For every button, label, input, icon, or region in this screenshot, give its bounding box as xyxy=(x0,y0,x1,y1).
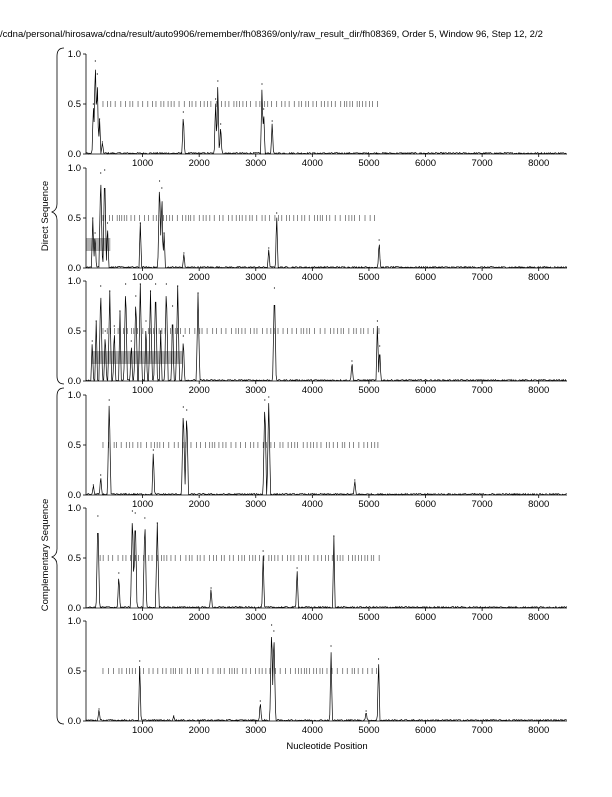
x-tick-label: 6000 xyxy=(414,272,437,283)
dash-marks xyxy=(103,101,378,107)
peak-point xyxy=(379,239,380,240)
figure-title: /cdna/personal/hirosawa/cdna/result/auto9906/remember/fh08369/only/raw_result_dir/fh08369, Order 5, Window 96, Step 12, 2/2 xyxy=(0,29,543,40)
peak-point xyxy=(159,180,160,181)
y-tick-label: 0.0 xyxy=(67,376,81,387)
x-tick-label: 8000 xyxy=(528,725,550,736)
y-tick-label: 0.5 xyxy=(67,553,81,564)
x-tick-label: 5000 xyxy=(358,158,380,169)
y-tick-label: 1.0 xyxy=(67,616,81,627)
peak-point xyxy=(93,484,94,485)
series-line xyxy=(86,523,567,608)
peak-point xyxy=(145,320,146,321)
dash-marks xyxy=(103,215,375,221)
y-tick-label: 0.0 xyxy=(67,603,81,614)
y-tick-label: 1.0 xyxy=(67,503,81,514)
y-tick-label: 1.0 xyxy=(67,390,81,401)
dash-marks xyxy=(100,555,379,561)
y-tick-label: 0.0 xyxy=(67,490,81,501)
x-tick-label: 2000 xyxy=(188,158,210,169)
peak-point xyxy=(157,522,158,523)
peak-point xyxy=(183,111,184,112)
peak-point xyxy=(100,172,101,173)
x-tick-label: 8000 xyxy=(528,158,550,169)
x-tick-label: 6000 xyxy=(414,385,437,396)
x-tick-label: 3000 xyxy=(245,158,267,169)
peak-point xyxy=(132,510,133,511)
y-tick-label: 0.0 xyxy=(67,716,81,727)
x-tick-label: 2000 xyxy=(188,499,210,510)
dash-marks xyxy=(103,328,379,334)
peak-point xyxy=(378,658,379,659)
peak-point xyxy=(92,340,93,341)
peak-point xyxy=(114,325,115,326)
x-tick-label: 7000 xyxy=(471,272,493,283)
peak-point xyxy=(273,630,274,631)
x-tick-label: 7000 xyxy=(471,499,493,510)
peak-point xyxy=(173,715,174,716)
x-tick-label: 7000 xyxy=(471,158,493,169)
x-tick-label: 1000 xyxy=(132,158,154,169)
x-tick-label: 1000 xyxy=(132,385,154,396)
panel-4 xyxy=(68,390,567,510)
x-tick-label: 8000 xyxy=(528,612,550,623)
panel-6 xyxy=(68,616,567,736)
x-tick-label: 1000 xyxy=(132,725,154,736)
x-tick-label: 3000 xyxy=(245,612,267,623)
y-tick-label: 1.0 xyxy=(67,163,81,174)
peak-point xyxy=(217,80,218,81)
peak-point xyxy=(166,283,167,284)
x-tick-label: 2000 xyxy=(188,725,210,736)
peak-point xyxy=(183,406,184,407)
x-tick-label: 7000 xyxy=(471,385,493,396)
peak-point xyxy=(95,60,96,61)
direct-brace xyxy=(52,48,64,384)
y-tick-label: 1.0 xyxy=(67,276,81,287)
peak-point xyxy=(186,409,187,410)
x-tick-label: 4000 xyxy=(301,612,323,623)
x-tick-label: 3000 xyxy=(245,385,267,396)
peak-point xyxy=(161,187,162,188)
series-line xyxy=(86,185,567,268)
peak-point xyxy=(163,232,164,233)
x-tick-label: 5000 xyxy=(358,612,380,623)
peak-point xyxy=(155,283,156,284)
x-tick-label: 8000 xyxy=(528,272,550,283)
complementary-brace xyxy=(52,388,64,724)
peak-point xyxy=(150,290,151,291)
complementary-sequence-label: Complementary Sequence xyxy=(40,498,51,612)
panels xyxy=(68,49,567,736)
y-tick-label: 0.5 xyxy=(67,666,81,677)
x-tick-label: 4000 xyxy=(301,499,323,510)
peak-point xyxy=(263,108,264,109)
peak-point xyxy=(377,320,378,321)
peak-point xyxy=(210,587,211,588)
x-tick-label: 4000 xyxy=(301,272,323,283)
x-tick-label: 4000 xyxy=(301,385,323,396)
peak-point xyxy=(92,217,93,218)
y-tick-label: 0.0 xyxy=(67,263,81,274)
x-tick-label: 8000 xyxy=(528,499,550,510)
x-tick-label: 1000 xyxy=(132,612,154,623)
peak-point xyxy=(135,295,136,296)
peak-point xyxy=(135,512,136,513)
y-tick-label: 0.5 xyxy=(67,326,81,337)
peak-point xyxy=(99,118,100,119)
peak-point xyxy=(94,232,95,233)
x-tick-label: 3000 xyxy=(245,272,267,283)
peak-point xyxy=(97,515,98,516)
x-tick-label: 5000 xyxy=(358,725,380,736)
peak-point xyxy=(268,247,269,248)
peak-point xyxy=(100,474,101,475)
x-tick-label: 6000 xyxy=(414,612,437,623)
x-tick-label: 2000 xyxy=(188,272,210,283)
direct-sequence-label: Direct Sequence xyxy=(40,180,51,252)
peak-point xyxy=(197,292,198,293)
x-tick-label: 3000 xyxy=(245,725,267,736)
dash-marks xyxy=(103,668,377,674)
y-tick-label: 0.5 xyxy=(67,213,81,224)
peak-point xyxy=(296,567,297,568)
x-tick-label: 7000 xyxy=(471,612,493,623)
panel-5 xyxy=(68,503,567,623)
x-axis-label: Nucleotide Position xyxy=(286,741,368,752)
x-tick-label: 5000 xyxy=(358,385,380,396)
peak-point xyxy=(271,624,272,625)
series-line xyxy=(86,70,567,154)
peak-point xyxy=(140,222,141,223)
peak-point xyxy=(125,283,126,284)
y-tick-label: 0.0 xyxy=(67,149,81,160)
peak-point xyxy=(330,645,331,646)
peak-point xyxy=(97,73,98,74)
x-tick-label: 6000 xyxy=(414,158,437,169)
peak-point xyxy=(105,330,106,331)
peak-point xyxy=(98,708,99,709)
peak-point xyxy=(139,660,140,661)
peak-point xyxy=(276,212,277,213)
x-tick-label: 1000 xyxy=(132,272,154,283)
x-tick-label: 6000 xyxy=(414,499,437,510)
x-tick-label: 7000 xyxy=(471,725,493,736)
series-line xyxy=(86,637,567,721)
x-tick-label: 8000 xyxy=(528,385,550,396)
y-tick-label: 1.0 xyxy=(67,49,81,60)
peak-point xyxy=(183,335,184,336)
peak-point xyxy=(109,399,110,400)
x-tick-label: 1000 xyxy=(132,499,154,510)
y-tick-label: 0.5 xyxy=(67,99,81,110)
peak-point xyxy=(261,83,262,84)
x-tick-label: 4000 xyxy=(301,158,323,169)
peak-point xyxy=(264,399,265,400)
peak-point xyxy=(220,123,221,124)
peak-point xyxy=(183,252,184,253)
peak-point xyxy=(100,285,101,286)
peak-point xyxy=(119,310,120,311)
peak-point xyxy=(102,141,103,142)
x-tick-label: 5000 xyxy=(358,499,380,510)
peak-point xyxy=(260,700,261,701)
x-tick-label: 6000 xyxy=(414,725,437,736)
panel-1 xyxy=(68,49,567,169)
x-tick-label: 2000 xyxy=(188,612,210,623)
peak-point xyxy=(263,550,264,551)
series-line xyxy=(86,403,567,495)
peak-point xyxy=(140,283,141,284)
peak-point xyxy=(177,285,178,286)
peak-point xyxy=(268,396,269,397)
peak-point xyxy=(107,222,108,223)
peak-point xyxy=(109,290,110,291)
peak-point xyxy=(144,517,145,518)
peak-point xyxy=(131,340,132,341)
panel-3 xyxy=(68,276,567,396)
peak-point xyxy=(96,320,97,321)
peak-point xyxy=(379,345,380,346)
series-line xyxy=(86,284,567,381)
peak-point xyxy=(272,120,273,121)
x-tick-label: 2000 xyxy=(188,385,210,396)
x-tick-label: 4000 xyxy=(301,725,323,736)
x-tick-label: 5000 xyxy=(358,272,380,283)
peak-point xyxy=(153,449,154,450)
peak-point xyxy=(160,330,161,331)
dash-marks xyxy=(103,442,378,448)
peak-point xyxy=(93,103,94,104)
peak-point xyxy=(104,169,105,170)
peak-point xyxy=(333,535,334,536)
peak-point xyxy=(354,479,355,480)
y-tick-label: 0.5 xyxy=(67,440,81,451)
peak-point xyxy=(215,98,216,99)
peak-point xyxy=(351,360,352,361)
peak-point xyxy=(172,305,173,306)
x-tick-label: 3000 xyxy=(245,499,267,510)
panel-2 xyxy=(68,163,567,283)
peak-point xyxy=(274,287,275,288)
peak-point xyxy=(366,710,367,711)
peak-point xyxy=(118,572,119,573)
